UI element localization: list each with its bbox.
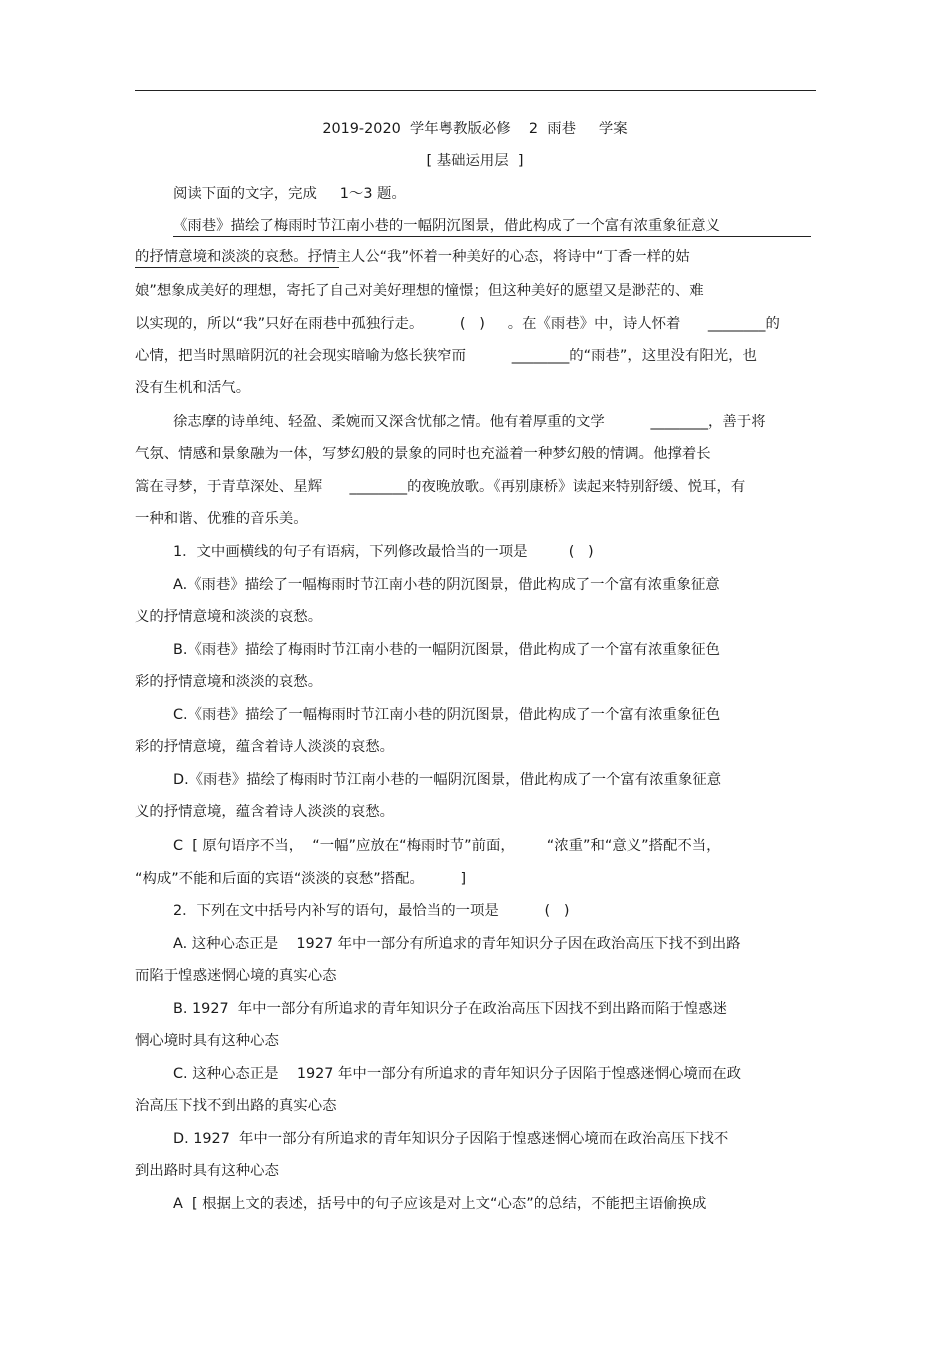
- option-a: 而陷于惶惑迷惘心境的真实心态: [135, 968, 337, 984]
- passage-line: 徐志摩的诗单纯、轻盈、柔婉而又深含忧郁之情。他有着厚重的文学 ________，善于将: [173, 414, 766, 430]
- document-title: 2019-2020 学年粤教版必修 2 雨巷 学案: [322, 121, 628, 137]
- passage-line: 《雨巷》描绘了梅雨时节江南小巷的一幅阴沉图景，借此构成了一个富有浓重象征意义: [173, 218, 720, 234]
- passage-line: 没有生机和活气。: [135, 380, 251, 396]
- underline-mark: [135, 267, 339, 268]
- option-c: 治高压下找不到出路的真实心态: [135, 1098, 337, 1114]
- header-rule: [135, 90, 816, 91]
- question-1-stem: 1．文中画横线的句子有语病，下列修改最恰当的一项是 ( ): [173, 544, 594, 560]
- passage-line: 一种和谐、优雅的音乐美。: [135, 511, 308, 527]
- option-b: 彩的抒情意境和淡淡的哀愁。: [135, 674, 323, 690]
- passage-line: 气氛、情感和景象融为一体，写梦幻般的景象的同时也充溢着一种梦幻般的情调。他撑着长: [135, 446, 711, 462]
- answer-explanation: “构成”不能和后面的宾语“淡淡的哀愁”搭配。 ]: [135, 871, 467, 887]
- option-d: 到出路时具有这种心态: [135, 1163, 279, 1179]
- option-b: B. 1927 年中一部分有所追求的青年知识分子在政治高压下因找不到出路而陷于惶惑迷: [173, 1001, 728, 1017]
- option-d: D. 1927 年中一部分有所追求的青年知识分子因陷于惶惑迷惘心境而在政治高压下找不: [173, 1131, 729, 1147]
- option-a: A. 这种心态正是 1927 年中一部分有所追求的青年知识分子因在政治高压下找不到出路: [173, 936, 741, 952]
- passage-line: 娘”想象成美好的理想，寄托了自己对美好理想的憧憬；但这种美好的愿望又是渺茫的、难: [135, 283, 704, 299]
- option-c: 彩的抒情意境，蕴含着诗人淡淡的哀愁。: [135, 739, 395, 755]
- answer-explanation: A [ 根据上文的表述，括号中的句子应该是对上文“心态”的总结，不能把主语偷换成: [173, 1196, 707, 1212]
- passage-line: 篙在寻梦，于青草深处、星辉 ________的夜晚放歌。《再别康桥》读起来特别舒缓、悦耳，有: [135, 479, 746, 495]
- option-a: 义的抒情意境和淡淡的哀愁。: [135, 609, 323, 625]
- option-a: A.《雨巷》描绘了一幅梅雨时节江南小巷的阴沉图景，借此构成了一个富有浓重象征意: [173, 577, 720, 593]
- underline-mark: [173, 236, 811, 237]
- passage-line: 的抒情意境和淡淡的哀愁。抒情主人公“我”怀着一种美好的心态，将诗中“丁香一样的姑: [135, 249, 690, 265]
- passage-line: 心情，把当时黑暗阴沉的社会现实暗喻为悠长狭窄而 ________的“雨巷”，这里没有阳光，也: [135, 348, 757, 364]
- option-d: D.《雨巷》描绘了梅雨时节江南小巷的一幅阴沉图景，借此构成了一个富有浓重象征意: [173, 772, 722, 788]
- question-2-stem: 2．下列在文中括号内补写的语句，最恰当的一项是 ( ): [173, 903, 570, 919]
- option-b: B.《雨巷》描绘了梅雨时节江南小巷的一幅阴沉图景，借此构成了一个富有浓重象征色: [173, 642, 720, 658]
- reading-instruction: 阅读下面的文字，完成 1～3 题。: [173, 186, 406, 202]
- option-d: 义的抒情意境，蕴含着诗人淡淡的哀愁。: [135, 804, 395, 820]
- passage-line: 以实现的，所以“我”只好在雨巷中孤独行走。 ( ) 。在《雨巷》中，诗人怀着 ________的: [135, 316, 780, 332]
- option-b: 惘心境时具有这种心态: [135, 1033, 279, 1049]
- option-c: C. 这种心态正是 1927 年中一部分有所追求的青年知识分子因陷于惶惑迷惘心境而在政: [173, 1066, 741, 1082]
- section-label: [ 基础运用层 ]: [426, 153, 524, 169]
- answer-explanation: C [ 原句语序不当， “一幅”应放在“梅雨时节”前面， “浓重”和“意义”搭配不当，: [173, 838, 721, 854]
- option-c: C.《雨巷》描绘了一幅梅雨时节江南小巷的阴沉图景，借此构成了一个富有浓重象征色: [173, 707, 721, 723]
